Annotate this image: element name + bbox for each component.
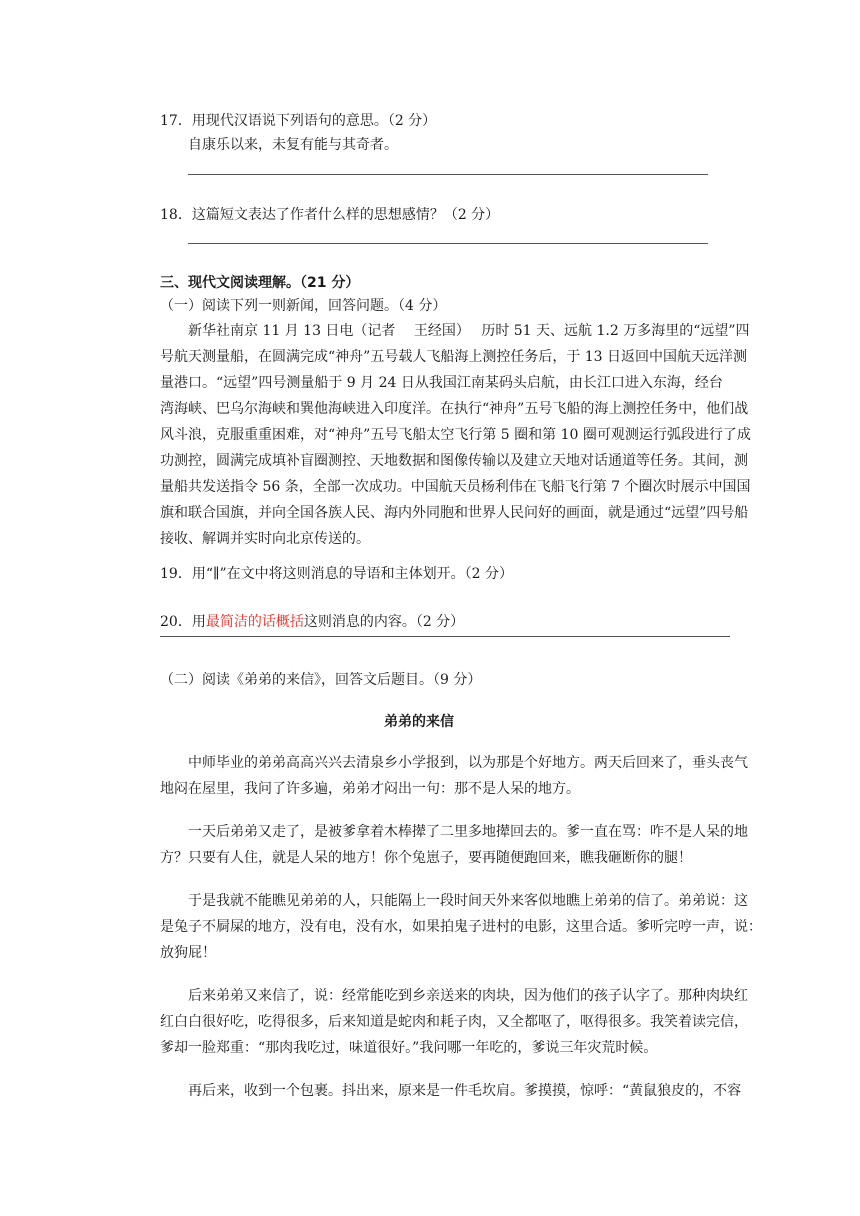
news-line: 湾海峡、巴乌尔海峡和巽他海峡进入印度洋。在执行“神舟”五号飞船的海上测控任务中，他们战 [160, 401, 749, 417]
question-20 [160, 611, 464, 631]
question-20-suffix: 这则消息的内容。（2 分） [303, 614, 465, 630]
question-17-sentence: 自康乐以来，未复有能与其奇者。 [188, 137, 398, 153]
answer-line-17[interactable] [188, 174, 708, 175]
news-line: 号航天测量船，在圆满完成“神舟”五号载人飞船海上测控任务后，于 13 日返回中国航天远洋测 [160, 349, 748, 365]
story-line: 放狗屁！ [160, 945, 216, 961]
question-18: 18．这篇短文表达了作者什么样的思想感情？（2 分） [160, 207, 500, 223]
question-19: 19．用“∥”在文中将这则消息的导语和主体划开。（2 分） [160, 566, 513, 582]
news-line: 旗和联合国旗，并向全国各族人民、海内外同胞和世界人民问好的画面，就是通过“远望”四号船 [160, 505, 749, 521]
story-line: 于是我就不能瞧见弟弟的人，只能隔上一段时间天外来客似地瞧上弟弟的信了。弟弟说：这 [188, 893, 748, 909]
news-line: 量港口。“远望”四号测量船于 9 月 24 日从我国江南某码头启航，由长江口进入东海，经台 [160, 375, 723, 391]
question-20-prefix: 20．用 [160, 614, 206, 630]
story-line: 地闷在屋里，我问了许多遍，弟弟才闷出一句：那不是人呆的地方。 [160, 781, 580, 797]
news-line: 风斗浪，克服重重困难，对“神舟”五号飞船太空飞行第 5 圈和第 10 圈可观测运行弧段进行了成 [160, 427, 751, 443]
answer-line-20[interactable] [160, 636, 730, 637]
news-line: 功测控，圆满完成填补盲圈测控、天地数据和图像传输以及建立天地对话通道等任务。其间，测 [160, 453, 748, 469]
answer-line-18[interactable] [188, 243, 708, 244]
story-title: 弟弟的来信 [384, 714, 454, 730]
news-line: 新华社南京 11 月 13 日电（记者 王经国） 历时 51 天、远航 1.2 万多海里的“远望”四 [188, 323, 750, 339]
story-line: 爹却一脸郑重：“那肉我吃过，味道很好。”我问哪一年吃的，爹说三年灾荒时候。 [160, 1040, 658, 1056]
part-2-intro: （二）阅读《弟弟的来信》，回答文后题目。（9 分） [160, 672, 482, 688]
story-line: 一天后弟弟又走了，是被爹拿着木棒撵了二里多地撵回去的。爹一直在骂：咋不是人呆的地 [188, 824, 748, 840]
question-17: 17．用现代汉语说下列语句的意思。（2 分） [160, 113, 437, 129]
story-line: 是兔子不屙屎的地方，没有电，没有水，如果拍鬼子进村的电影，这里合适。爹听完哼一声，说： [160, 919, 762, 935]
news-line: 接收、解调并实时向北京传送的。 [160, 531, 370, 547]
part-1-intro: （一）阅读下列一则新闻，回答问题。（4 分） [160, 298, 447, 314]
question-20-highlight: 最简洁的话概括 [205, 614, 304, 630]
news-line: 量船共发送指令 56 条，全部一次成功。中国航天员杨利伟在飞船飞行第 7 个圈次时展示中国国 [160, 479, 751, 495]
story-line: 红白白很好吃，吃得很多，后来知道是蛇肉和耗子肉，又全都呕了，呕得很多。我笑着读完信， [160, 1014, 748, 1030]
story-line: 中师毕业的弟弟高高兴兴去清泉乡小学报到，以为那是个好地方。两天后回来了，垂头丧气 [188, 755, 748, 771]
story-line: 再后来，收到一个包裹。抖出来，原来是一件毛坎肩。爹摸摸，惊呼：“黄鼠狼皮的，不容 [188, 1083, 742, 1099]
story-line: 方？只要有人住，就是人呆的地方！你个兔崽子，要再随便跑回来，瞧我砸断你的腿！ [160, 850, 692, 866]
section-3-heading: 三、现代文阅读理解。（21 分） [160, 275, 360, 291]
story-line: 后来弟弟又来信了，说：经常能吃到乡亲送来的肉块，因为他们的孩子认字了。那种肉块红 [188, 988, 748, 1004]
